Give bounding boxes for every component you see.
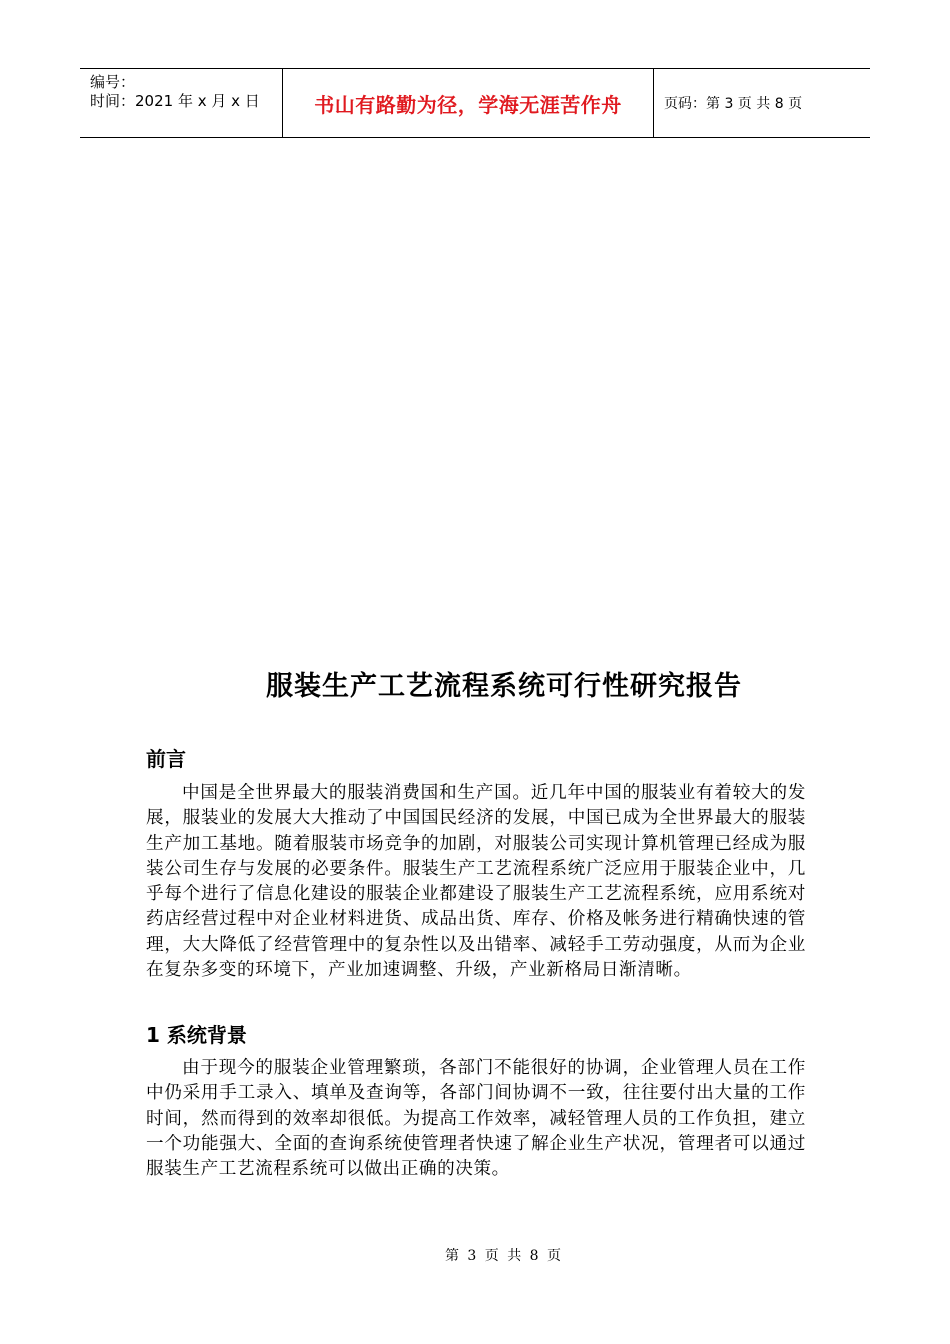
section-paragraph-background: 由于现今的服装企业管理繁琐，各部门不能很好的协调，企业管理人员在工作中仍采用手工录入、填单及查询等，各部门间协调不一致，往往要付出大量的工作时间，然而得到的效率却很低。为提高工作效率，减轻管理人员的工作负担，建立一个功能强大、全面的查询系统使管理者快速了解企业生产状况，管理者可以通过服装生产工艺流程系统可以做出正确的决策。 <box>146 1058 806 1180</box>
page-footer: 第 3 页 共 8 页 <box>444 1248 564 1264</box>
document-time-label: 时间：2021 年 x 月 x 日 <box>90 92 260 110</box>
section-heading-background: 1 系统背景 <box>146 1023 247 1047</box>
document-code-label: 编号： <box>90 73 136 91</box>
page-header <box>80 68 870 138</box>
header-meta <box>80 69 282 137</box>
header-motto: 书山有路勤为径，学海无涯苦作舟 <box>282 69 654 137</box>
section-paragraph-preface: 中国是全世界最大的服装消费国和生产国。近几年中国的服装业有着较大的发展，服装业的发展大大推动了中国国民经济的发展，中国已成为全世界最大的服装生产加工基地。随着服装市场竞争的加剧，对服装公司实现计算机管理已经成为服装公司生存与发展的必要条件。服装生产工艺流程系统广泛应用于服装企业中，几乎每个进行了信息化建设的服装企业都建设了服装生产工艺流程系统，应用系统对药店经营过程中对企业材料进货、成品出货、库存、价格及帐务进行精确快速的管理，大大降低了经营管理中的复杂性以及出错率、减轻手工劳动强度，从而为企业在复杂多变的环境下，产业加速调整、升级，产业新格局日渐清晰。 <box>146 783 806 981</box>
header-page-number: 页码：第 3 页 共 8 页 <box>664 96 803 112</box>
section-heading-preface: 前言 <box>146 747 186 771</box>
document-title: 服装生产工艺流程系统可行性研究报告 <box>266 671 742 702</box>
